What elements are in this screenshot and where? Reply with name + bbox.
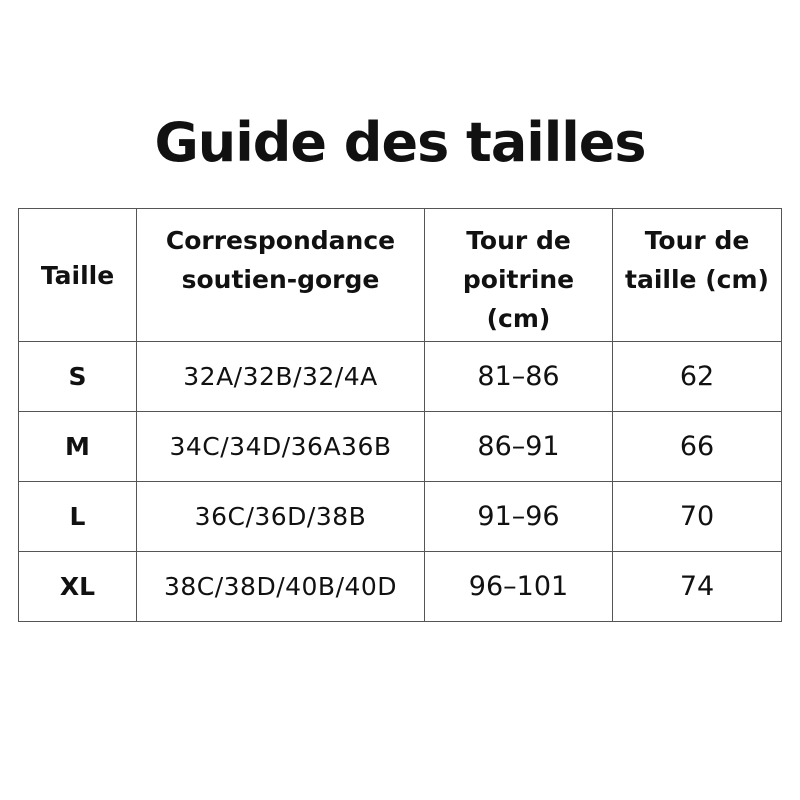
size-cell: L	[19, 482, 137, 552]
table-row	[19, 552, 782, 622]
header-size-line: Taille	[40, 260, 115, 290]
header-size	[19, 209, 137, 342]
header-bra	[137, 209, 425, 342]
header-bra-line: soutien-gorge	[181, 265, 380, 294]
waist-cell: 74	[613, 552, 782, 622]
size-cell: S	[19, 342, 137, 412]
header-waist-line: taille (cm)	[625, 265, 769, 294]
waist-cell: 70	[613, 482, 782, 552]
table-row	[19, 342, 782, 412]
bra-size-cell: 34C/34D/36A36B	[137, 412, 425, 482]
bra-size-cell: 32A/32B/32/4A	[137, 342, 425, 412]
chest-cell: 81–86	[425, 342, 613, 412]
page-title: Guide des tailles	[154, 111, 646, 174]
header-waist	[613, 209, 782, 342]
table-row	[19, 412, 782, 482]
header-bra-line: Correspondance	[165, 226, 396, 255]
waist-cell: 62	[613, 342, 782, 412]
header-chest-line: Tour de	[466, 226, 571, 255]
header-chest	[425, 209, 613, 342]
waist-cell: 66	[613, 412, 782, 482]
size-guide-table	[18, 208, 782, 622]
table-header-row	[19, 209, 782, 342]
chest-cell: 91–96	[425, 482, 613, 552]
size-cell: XL	[19, 552, 137, 622]
chest-cell: 96–101	[425, 552, 613, 622]
chest-cell: 86–91	[425, 412, 613, 482]
table-row	[19, 482, 782, 552]
size-cell: M	[19, 412, 137, 482]
header-chest-line: (cm)	[486, 304, 551, 333]
bra-size-cell: 36C/36D/38B	[137, 482, 425, 552]
bra-size-cell: 38C/38D/40B/40D	[137, 552, 425, 622]
header-waist-line: Tour de	[644, 226, 750, 255]
header-chest-line: poitrine	[462, 265, 575, 294]
